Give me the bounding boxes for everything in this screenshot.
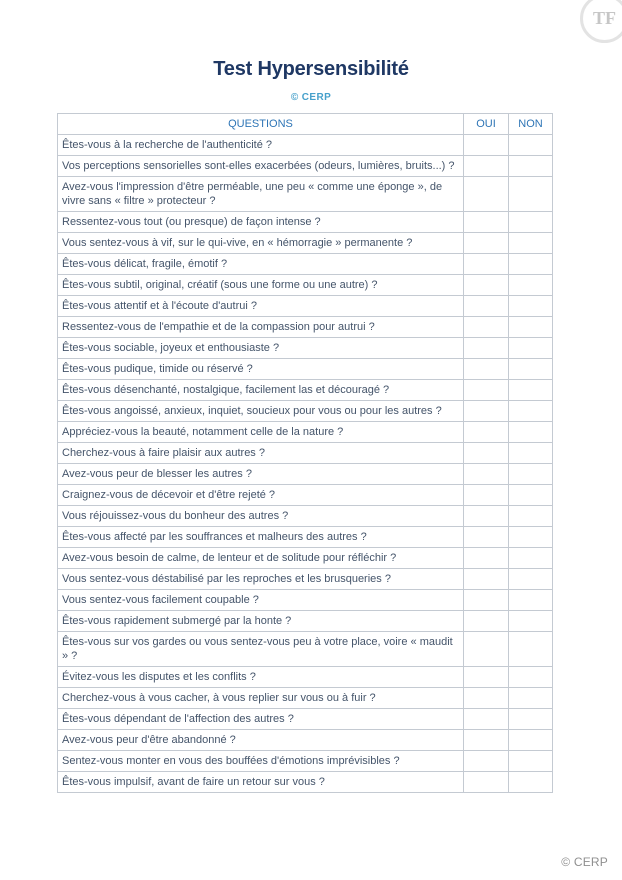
table-row [58, 527, 553, 548]
non-answer-cell[interactable] [509, 590, 553, 611]
oui-answer-cell[interactable] [464, 380, 509, 401]
question-cell: Avez-vous peur d'être abandonné ? [58, 730, 464, 751]
oui-answer-cell[interactable] [464, 317, 509, 338]
non-answer-cell[interactable] [509, 548, 553, 569]
non-answer-cell[interactable] [509, 772, 553, 793]
oui-answer-cell[interactable] [464, 632, 509, 667]
tf-logo-text: TF [592, 8, 616, 28]
table-row [58, 667, 553, 688]
oui-answer-cell[interactable] [464, 338, 509, 359]
oui-column-header: OUI [464, 114, 509, 135]
non-answer-cell[interactable] [509, 667, 553, 688]
question-cell: Êtes-vous rapidement submergé par la honte ? [58, 611, 464, 632]
question-cell: Ressentez-vous tout (ou presque) de façon intense ? [58, 212, 464, 233]
question-cell: Avez-vous peur de blesser les autres ? [58, 464, 464, 485]
non-answer-cell[interactable] [509, 485, 553, 506]
oui-answer-cell[interactable] [464, 611, 509, 632]
question-cell: Avez-vous besoin de calme, de lenteur et de solitude pour réfléchir ? [58, 548, 464, 569]
oui-answer-cell[interactable] [464, 709, 509, 730]
question-cell: Êtes-vous délicat, fragile, émotif ? [58, 254, 464, 275]
question-cell: Êtes-vous dépendant de l'affection des autres ? [58, 709, 464, 730]
oui-answer-cell[interactable] [464, 212, 509, 233]
question-cell: Appréciez-vous la beauté, notamment celle de la nature ? [58, 422, 464, 443]
non-answer-cell[interactable] [509, 233, 553, 254]
table-row [58, 688, 553, 709]
question-cell: Êtes-vous angoissé, anxieux, inquiet, soucieux pour vous ou pour les autres ? [58, 401, 464, 422]
table-row [58, 233, 553, 254]
oui-answer-cell[interactable] [464, 688, 509, 709]
oui-answer-cell[interactable] [464, 569, 509, 590]
table-row [58, 485, 553, 506]
question-cell: Êtes-vous sur vos gardes ou vous sentez-vous peu à votre place, voire « maudit » ? [58, 632, 464, 667]
questions-tbody [58, 135, 553, 793]
oui-answer-cell[interactable] [464, 156, 509, 177]
table-row [58, 443, 553, 464]
non-answer-cell[interactable] [509, 380, 553, 401]
non-answer-cell[interactable] [509, 317, 553, 338]
oui-answer-cell[interactable] [464, 296, 509, 317]
non-answer-cell[interactable] [509, 422, 553, 443]
question-cell: Vous sentez-vous facilement coupable ? [58, 590, 464, 611]
non-answer-cell[interactable] [509, 135, 553, 156]
table-row [58, 212, 553, 233]
oui-answer-cell[interactable] [464, 590, 509, 611]
question-cell: Vous sentez-vous déstabilisé par les reproches et les brusqueries ? [58, 569, 464, 590]
oui-answer-cell[interactable] [464, 527, 509, 548]
oui-answer-cell[interactable] [464, 359, 509, 380]
copyright-subtitle: © CERP [290, 92, 332, 103]
oui-answer-cell[interactable] [464, 464, 509, 485]
non-answer-cell[interactable] [509, 401, 553, 422]
oui-answer-cell[interactable] [464, 401, 509, 422]
non-answer-cell[interactable] [509, 751, 553, 772]
table-row [58, 464, 553, 485]
non-answer-cell[interactable] [509, 611, 553, 632]
table-row [58, 338, 553, 359]
non-answer-cell[interactable] [509, 688, 553, 709]
table-row [58, 156, 553, 177]
table-row [58, 632, 553, 667]
oui-answer-cell[interactable] [464, 275, 509, 296]
oui-answer-cell[interactable] [464, 548, 509, 569]
non-answer-cell[interactable] [509, 464, 553, 485]
table-row [58, 177, 553, 212]
non-answer-cell[interactable] [509, 443, 553, 464]
oui-answer-cell[interactable] [464, 135, 509, 156]
oui-answer-cell[interactable] [464, 730, 509, 751]
table-row [58, 730, 553, 751]
non-answer-cell[interactable] [509, 212, 553, 233]
table-row [58, 254, 553, 275]
oui-answer-cell[interactable] [464, 485, 509, 506]
table-row [58, 772, 553, 793]
footer-copyright: © CERP [561, 855, 608, 869]
table-row [58, 590, 553, 611]
oui-answer-cell[interactable] [464, 751, 509, 772]
table-row [58, 296, 553, 317]
table-row [58, 709, 553, 730]
table-row [58, 422, 553, 443]
question-cell: Évitez-vous les disputes et les conflits ? [58, 667, 464, 688]
non-answer-cell[interactable] [509, 730, 553, 751]
table-row [58, 751, 553, 772]
oui-answer-cell[interactable] [464, 233, 509, 254]
non-column-header: NON [509, 114, 553, 135]
oui-answer-cell[interactable] [464, 177, 509, 212]
question-cell: Cherchez-vous à faire plaisir aux autres ? [58, 443, 464, 464]
oui-answer-cell[interactable] [464, 254, 509, 275]
non-answer-cell[interactable] [509, 296, 553, 317]
table-row [58, 275, 553, 296]
non-answer-cell[interactable] [509, 338, 553, 359]
non-answer-cell[interactable] [509, 359, 553, 380]
non-answer-cell[interactable] [509, 177, 553, 212]
question-cell: Êtes-vous attentif et à l'écoute d'autrui ? [58, 296, 464, 317]
question-cell: Êtes-vous à la recherche de l'authenticité ? [58, 135, 464, 156]
oui-answer-cell[interactable] [464, 667, 509, 688]
table-row [58, 506, 553, 527]
question-cell: Sentez-vous monter en vous des bouffées d'émotions imprévisibles ? [58, 751, 464, 772]
table-row [58, 548, 553, 569]
question-cell: Craignez-vous de décevoir et d'être rejeté ? [58, 485, 464, 506]
table-row [58, 569, 553, 590]
table-row [58, 611, 553, 632]
oui-answer-cell[interactable] [464, 506, 509, 527]
question-cell: Vous réjouissez-vous du bonheur des autres ? [58, 506, 464, 527]
question-cell: Êtes-vous pudique, timide ou réservé ? [58, 359, 464, 380]
question-cell: Êtes-vous sociable, joyeux et enthousiaste ? [58, 338, 464, 359]
non-answer-cell[interactable] [509, 275, 553, 296]
oui-answer-cell[interactable] [464, 422, 509, 443]
question-cell: Avez-vous l'impression d'être perméable, une peu « comme une éponge », de vivre sans « filtre » protecteur ? [58, 177, 464, 212]
oui-answer-cell[interactable] [464, 443, 509, 464]
tf-logo-icon [580, 0, 622, 43]
non-answer-cell[interactable] [509, 506, 553, 527]
page-title: Test Hypersensibilité [213, 58, 409, 80]
table-row [58, 317, 553, 338]
question-cell: Ressentez-vous de l'empathie et de la compassion pour autrui ? [58, 317, 464, 338]
question-cell: Êtes-vous désenchanté, nostalgique, facilement las et découragé ? [58, 380, 464, 401]
questionnaire-table [57, 113, 553, 793]
non-answer-cell[interactable] [509, 569, 553, 590]
table-row [58, 359, 553, 380]
header-row [58, 114, 553, 135]
table-row [58, 401, 553, 422]
question-cell: Êtes-vous affecté par les souffrances et malheurs des autres ? [58, 527, 464, 548]
question-cell: Êtes-vous subtil, original, créatif (sous une forme ou une autre) ? [58, 275, 464, 296]
non-answer-cell[interactable] [509, 527, 553, 548]
question-cell: Vous sentez-vous à vif, sur le qui-vive, en « hémorragie » permanente ? [58, 233, 464, 254]
table-row [58, 135, 553, 156]
non-answer-cell[interactable] [509, 254, 553, 275]
non-answer-cell[interactable] [509, 156, 553, 177]
questions-column-header: QUESTIONS [58, 114, 464, 135]
non-answer-cell[interactable] [509, 709, 553, 730]
question-cell: Cherchez-vous à vous cacher, à vous replier sur vous ou à fuir ? [58, 688, 464, 709]
table-row [58, 380, 553, 401]
non-answer-cell[interactable] [509, 632, 553, 667]
question-cell: Êtes-vous impulsif, avant de faire un retour sur vous ? [58, 772, 464, 793]
question-cell: Vos perceptions sensorielles sont-elles exacerbées (odeurs, lumières, bruits...) ? [58, 156, 464, 177]
oui-answer-cell[interactable] [464, 772, 509, 793]
